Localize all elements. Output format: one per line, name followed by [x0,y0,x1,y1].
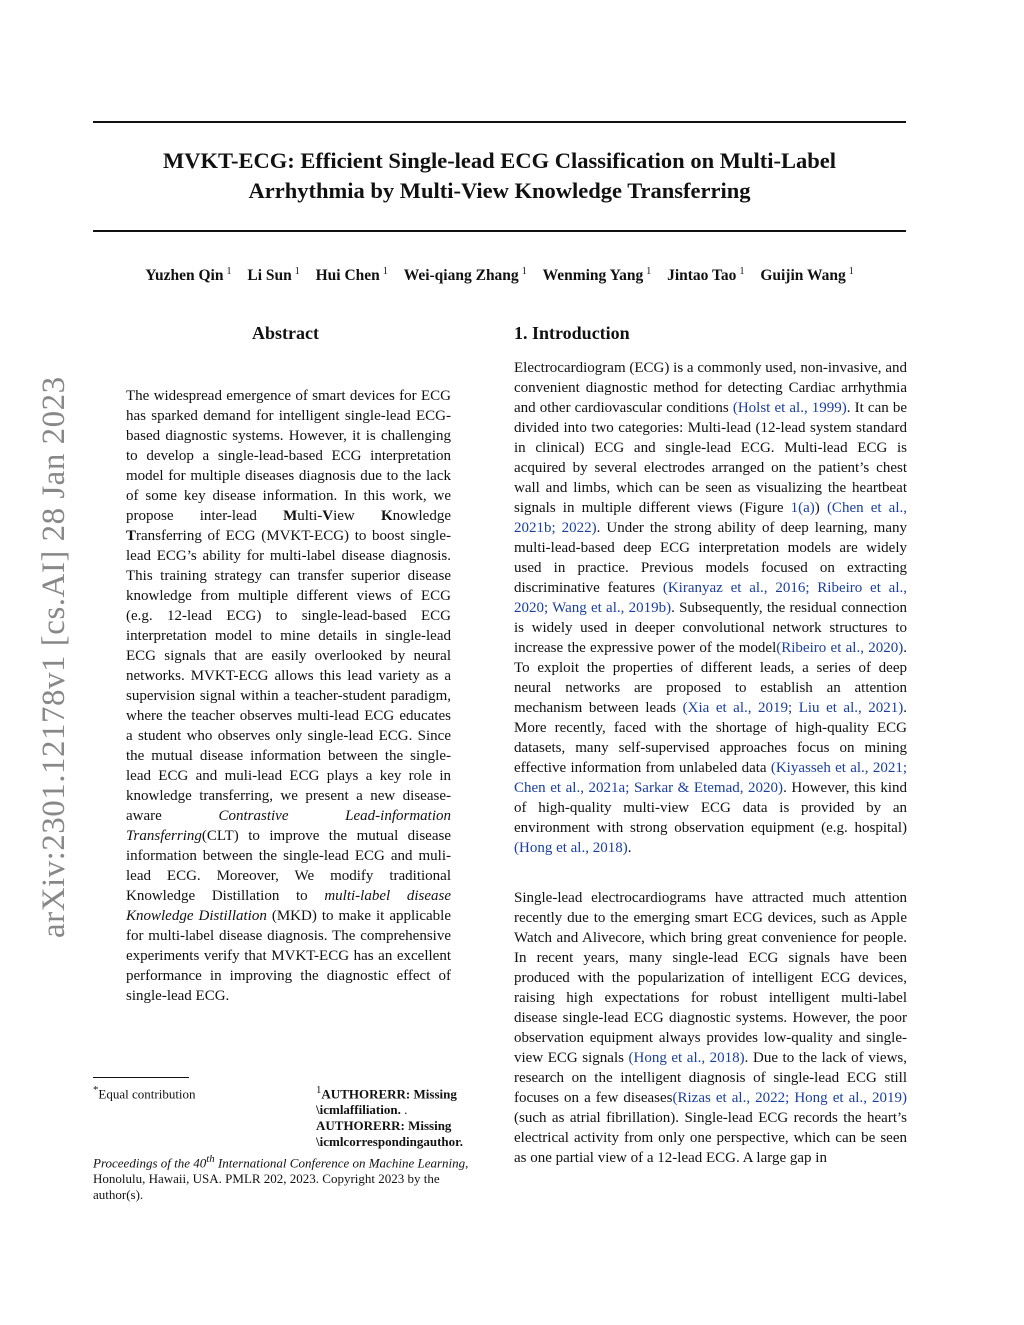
proceedings-note: Proceedings of the 40th International Conference on Machine Learning, Honolulu, Hawaii, USA. PMLR 202, 2023. Copyright 2023 by the author(s). [93,1153,469,1203]
figure-link[interactable]: 1(a) [790,500,815,516]
citation-link[interactable]: (Hong et al., 2018) [514,840,628,856]
citation-link[interactable]: (Kiyasseh et al., 2021; Chen et al., 2021a; Sarkar & Etemad, 2020) [514,760,908,796]
citation-link[interactable]: (Xia et al., 2019; Liu et al., 2021) [682,700,904,716]
intro-paragraph-2: Single-lead electrocardiograms have attracted much attention recently due to the emerging smart ECG devices, such as Apple Watch and Alivecore, which bring great convenience for people. In recent years, many single-lead ECG signals have been produced with the popularization of intelligent ECG devices, raising high expectations for robust intelligent multi-label disease single-lead ECG diagnostic systems. However, the poor observation equipment always provides low-quality and single-view ECG signals (Hong et al., 2018). Due to the lack of views, research on the intelligent diagnosis of single-lead ECG still focuses on a few diseases(Rizas et al., 2022; Hong et al., 2019) (such as atrial fibrillation). Single-lead ECG records the heart’s electrical activity from only one perspective, which can be seen as one partial view of a 12-lead ECG. A large gap in [514,890,907,1166]
arxiv-stamp: arXiv:2301.12178v1 [cs.AI] 28 Jan 2023 [36,376,72,938]
abstract-body: The widespread emergence of smart devices for ECG has sparked demand for intelligent single-lead ECG-based diagnostic systems. However, it is challenging to develop a single-lead-based ECG interpretation model for multiple diseases diagnosis due to the lack of some key disease information. In this work, we propose inter-lead Multi-View Knowledge Transferring of ECG (MVKT-ECG) to boost single-lead ECG’s ability for multi-label disease diagnosis. This training strategy can transfer superior disease knowledge from multiple different views of ECG (e.g. 12-lead ECG) to single-lead-based ECG interpretation model to mine details in single-lead ECG signals that are easily overlooked by neural networks. MVKT-ECG allows this lead variety as a supervision signal within a teacher-student paradigm, where the teacher observes multi-lead ECG educates a student who observes only single-lead ECG. Since the mutual disease information between the single-lead ECG and muli-lead ECG plays a key role in knowledge transferring, we present a new disease-aware Contrastive Lead-information Transferring(CLT) to improve the mutual disease information between the single-lead ECG and muli-lead ECG. Moreover, We modify traditional Knowledge Distillation to multi-label disease Knowledge Distillation (MKD) to make it applicable for multi-label disease diagnosis. The comprehensive experiments verify that MVKT-ECG has an excellent performance in improving the diagnostic effect of single-lead ECG. [126,388,451,1004]
author-list [93,266,906,285]
author: Wei-qiang Zhang $^1$ [403,266,527,285]
citation-link[interactable]: (Holst et al., 1999) [732,400,847,416]
paper-title [93,146,906,206]
citation-link[interactable]: (Kiranyaz et al., 2016; Ribeiro et al., 2020; Wang et al., 2019b) [514,580,907,616]
author: Wenming Yang $^1$ [542,266,652,285]
author: Li Sun $^1$ [247,266,300,285]
title-line-2: Arrhythmia by Multi-View Knowledge Transferring [248,178,751,203]
citation-link[interactable]: (Chen et al., 2021b; 2022) [514,500,908,536]
author: Yuzhen Qin $^1$ [145,266,232,285]
author: Jintao Tao $^1$ [667,266,745,285]
intro-heading: 1. Introduction [514,323,630,343]
intro-paragraph-1: Electrocardiogram (ECG) is a commonly used, non-invasive, and convenient diagnostic method for detecting Cardiac arrhythmia and other cardiovascular conditions (Holst et al., 1999). It can be divided into two categories: Multi-lead (12-lead system standard in clinical) ECG and single-lead ECG. Multi-lead ECG is acquired by several electrodes arranged on the patient’s chest wall and limbs, which can be seen as visualizing the heartbeat signals in multiple different views (Figure 1(a)) (Chen et al., 2021b; 2022). Under the strong ability of deep learning, many multi-lead-based deep ECG interpretation models are widely used in practice. Previous models focused on extracting discriminative features (Kiranyaz et al., 2016; Ribeiro et al., 2020; Wang et al., 2019b). Subsequently, the residual connection is widely used in deeper convolutional network structures to increase the expressive power of the model(Ribeiro et al., 2020). To exploit the properties of different leads, a series of deep neural networks are proposed to establish an attention mechanism between leads (Xia et al., 2019; Liu et al., 2021). More recently, faced with the shortage of high-quality ECG datasets, many self-supervised approaches focus on mining effective information from unlabeled data (Kiyasseh et al., 2021; Chen et al., 2021a; Sarkar & Etemad, 2020). However, this kind of high-quality multi-view ECG data is provided by an environment with strong observation equipment (e.g. hospital) (Hong et al., 2018). [514,360,908,856]
footnote-equal: *Equal contribution [93,1084,196,1102]
citation-link[interactable]: (Hong et al., 2018) [628,1050,745,1066]
author: Hui Chen $^1$ [315,266,388,285]
footnote-affiliation: $^1$AUTHORERR: Missing \icmlaffiliation. . AUTHORERR: Missing \icmlcorrespondingauthor. [316,1084,463,1150]
abstract-heading: Abstract [252,323,319,343]
title-line-1: MVKT-ECG: Efficient Single-lead ECG Classification on Multi-Label [163,148,836,173]
title-bottom-rule [93,230,906,232]
citation-link[interactable]: (Rizas et al., 2022; Hong et al., 2019) [672,1090,907,1106]
citation-link[interactable]: (Ribeiro et al., 2020) [776,640,904,656]
top-rule [93,121,906,123]
author: Guijin Wang $^1$ [760,266,854,285]
footnote-rule [93,1077,189,1078]
